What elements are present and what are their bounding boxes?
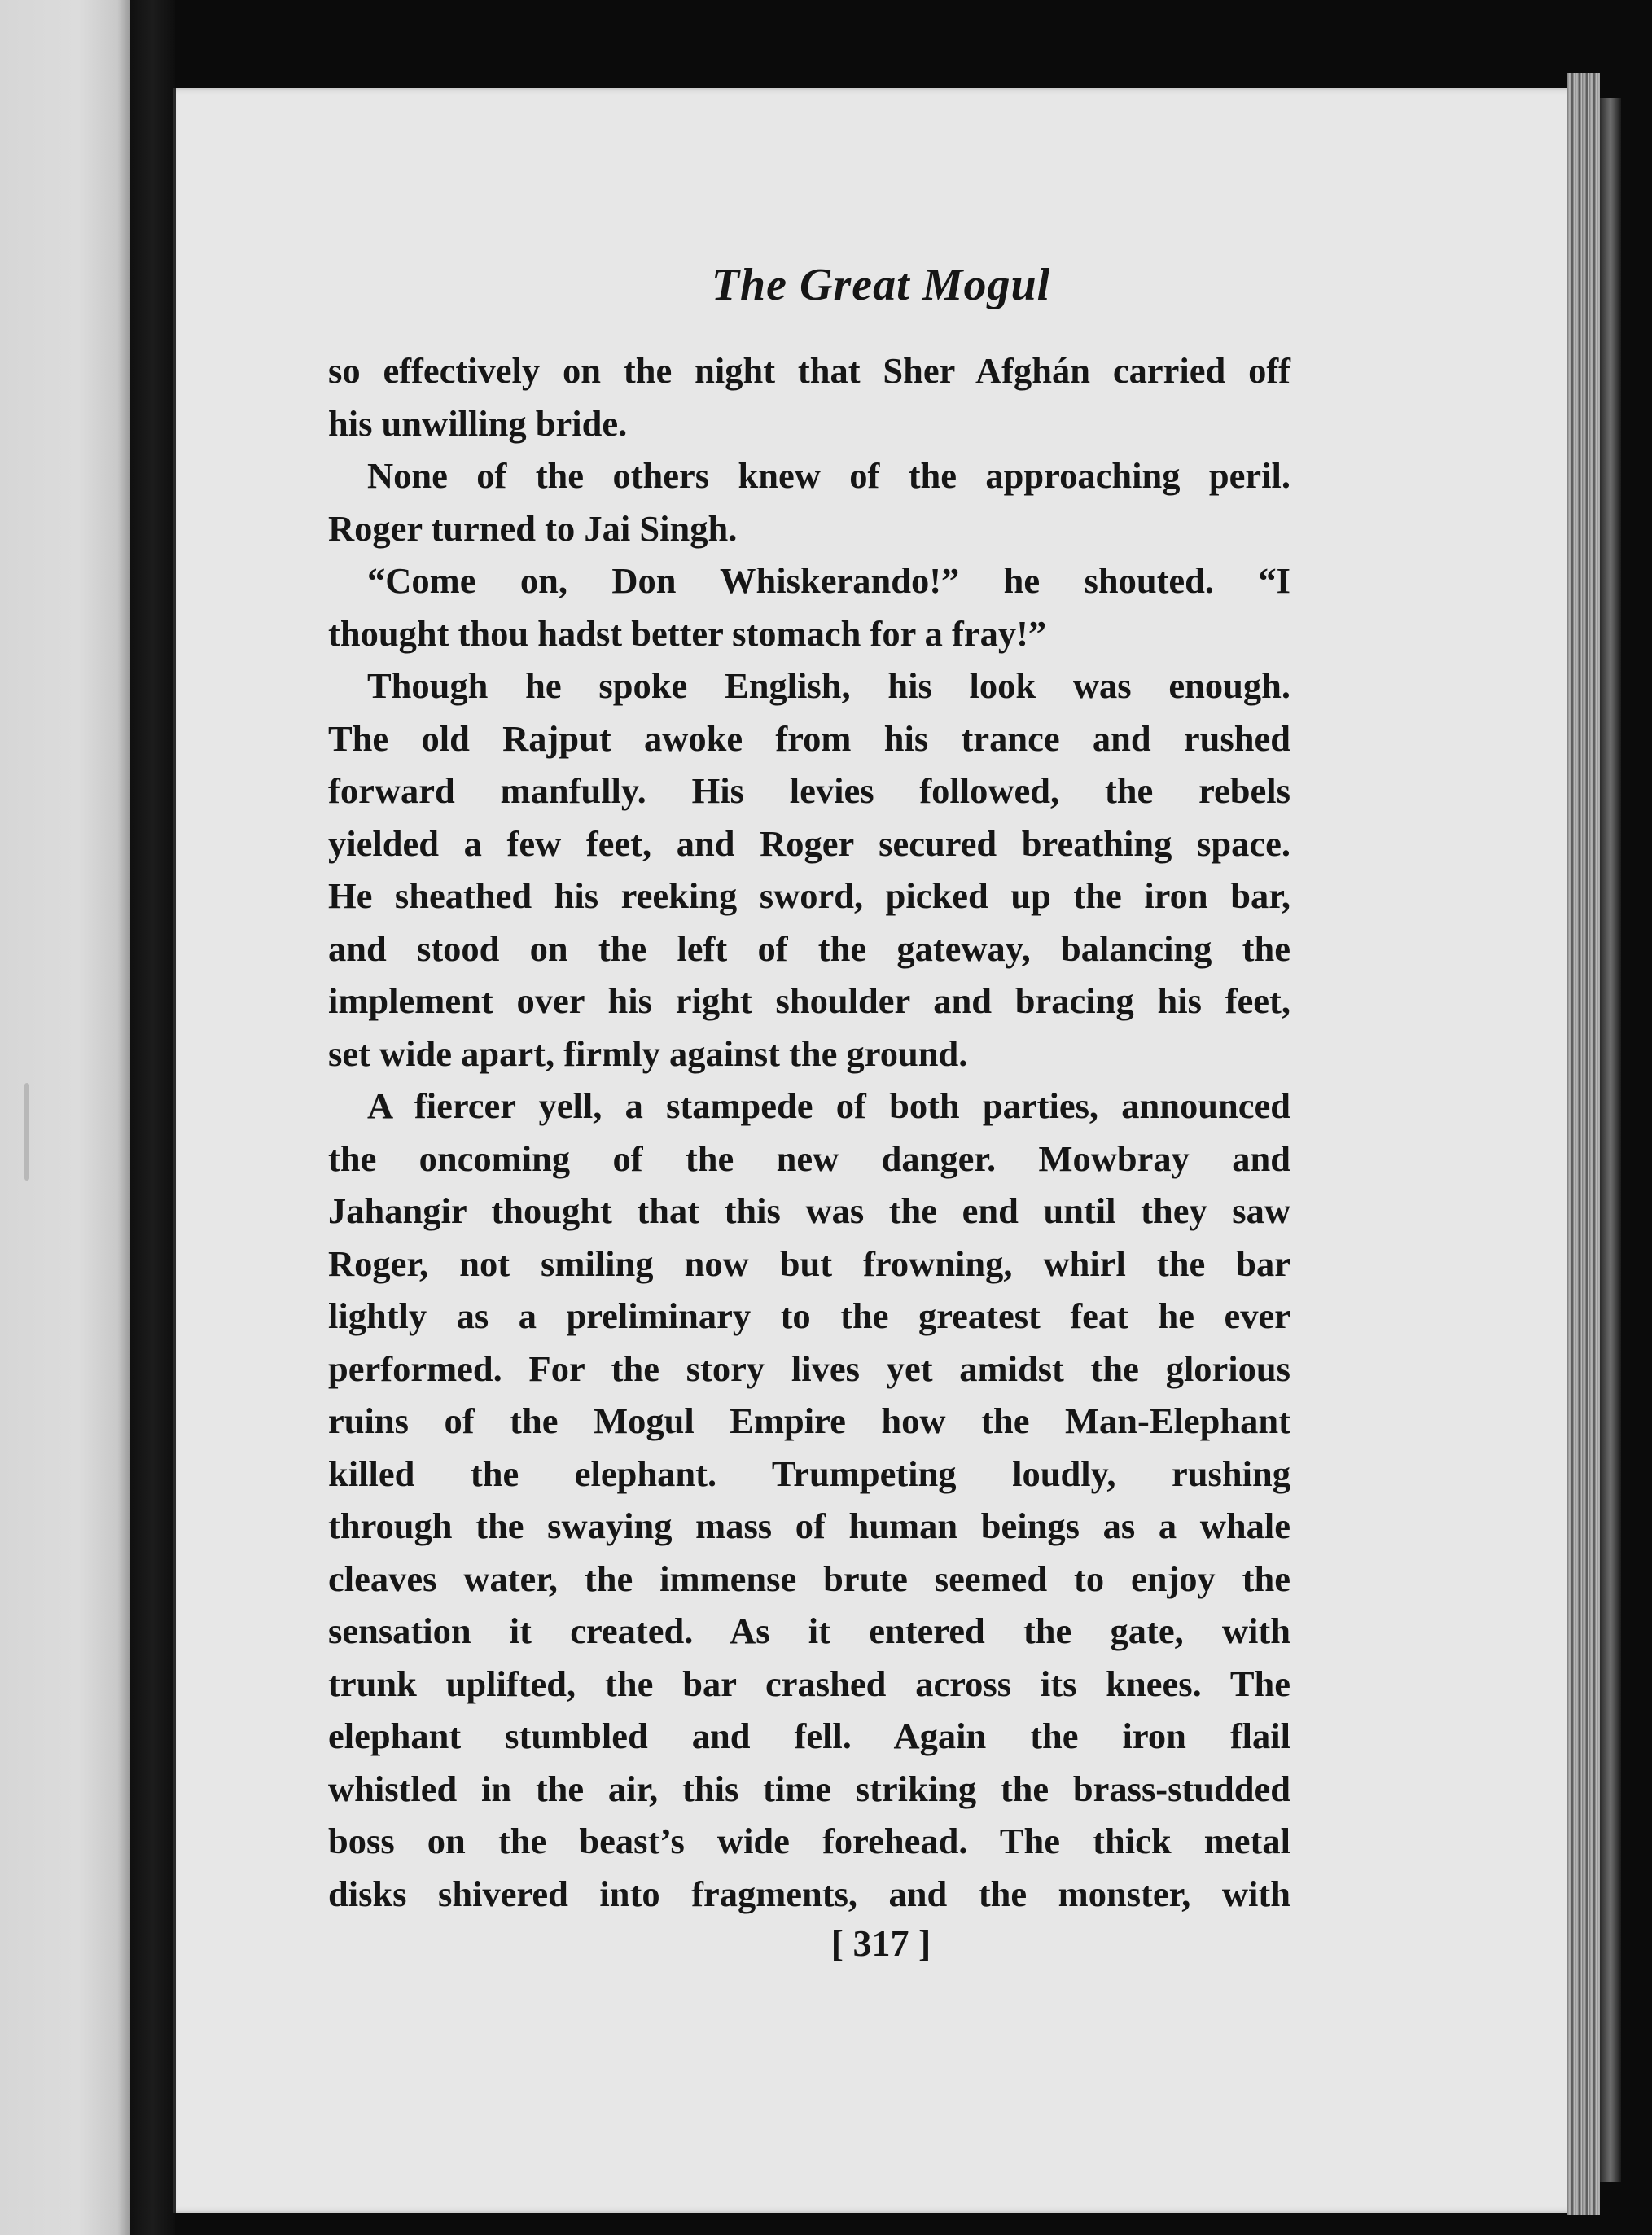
paragraph — [328, 344, 1290, 449]
body-text — [328, 344, 1290, 1920]
text-line: A fiercer yell, a stampede of both parties, announced — [367, 1085, 1290, 1126]
text-line: Jahangir thought that this was the end until they saw — [328, 1190, 1290, 1231]
paragraph — [328, 554, 1290, 660]
facing-page-edge — [0, 0, 130, 2235]
paragraph — [328, 449, 1290, 554]
text-line: whistled in the air, this time striking the brass-studded — [328, 1768, 1290, 1809]
text-line: Roger turned to Jai Singh. — [328, 507, 738, 549]
text-line: The old Rajput awoke from his trance and rushed — [328, 717, 1290, 759]
text-line: killed the elephant. Trumpeting loudly, rushing — [328, 1453, 1290, 1494]
text-line: and stood on the left of the gateway, balancing the — [328, 927, 1290, 969]
text-line: ruins of the Mogul Empire how the Man-Elephant — [328, 1400, 1290, 1441]
book-gutter — [130, 0, 175, 2235]
text-line: Though he spoke English, his look was enough. — [367, 665, 1290, 706]
text-line: forward manfully. His levies followed, the rebels — [328, 770, 1290, 811]
text-line: cleaves water, the immense brute seemed to enjoy the — [328, 1558, 1290, 1599]
text-line: sensation it created. As it entered the gate, with — [328, 1611, 1290, 1651]
text-line: elephant stumbled and fell. Again the iron flail — [328, 1716, 1290, 1756]
text-line: the oncoming of the new danger. Mowbray and — [328, 1137, 1290, 1179]
text-line: “Come on, Don Whiskerando!” he shouted. “I — [367, 560, 1290, 601]
paragraph — [328, 1080, 1290, 1920]
text-line: yielded a few feet, and Roger secured breathing space. — [328, 822, 1290, 864]
page-stack-edge — [1567, 73, 1600, 2215]
text-line: disks shivered into fragments, and the monster, with — [328, 1873, 1290, 1914]
text-line: implement over his right shoulder and bracing his feet, — [328, 980, 1290, 1021]
text-line: trunk uplifted, the bar crashed across its knees. The — [328, 1663, 1290, 1704]
text-line: lightly as a preliminary to the greatest feat he ever — [328, 1295, 1290, 1336]
book-cover-edge — [1600, 98, 1621, 2182]
text-line: set wide apart, firmly against the ground. — [328, 1032, 968, 1074]
text-line: his unwilling bride. — [328, 402, 628, 444]
text-line: performed. For the story lives yet amidst the glorious — [328, 1348, 1290, 1389]
text-line: None of the others knew of the approaching peril. — [367, 455, 1290, 496]
text-line: so effectively on the night that Sher Afghán carried off — [328, 350, 1290, 391]
page-number: [ 317 ] — [830, 1922, 931, 1964]
text-line: through the swaying mass of human beings as a whale — [328, 1505, 1290, 1546]
running-head: The Great Mogul — [711, 260, 1051, 310]
text-line: boss on the beast’s wide forehead. The thick metal — [328, 1821, 1290, 1861]
page-smudge — [24, 1083, 29, 1181]
text-line: He sheathed his reeking sword, picked up the iron bar, — [328, 875, 1290, 916]
text-line: thought thou hadst better stomach for a fray!” — [328, 612, 1047, 654]
paragraph — [328, 660, 1290, 1080]
text-line: Roger, not smiling now but frowning, whirl the bar — [328, 1242, 1290, 1284]
